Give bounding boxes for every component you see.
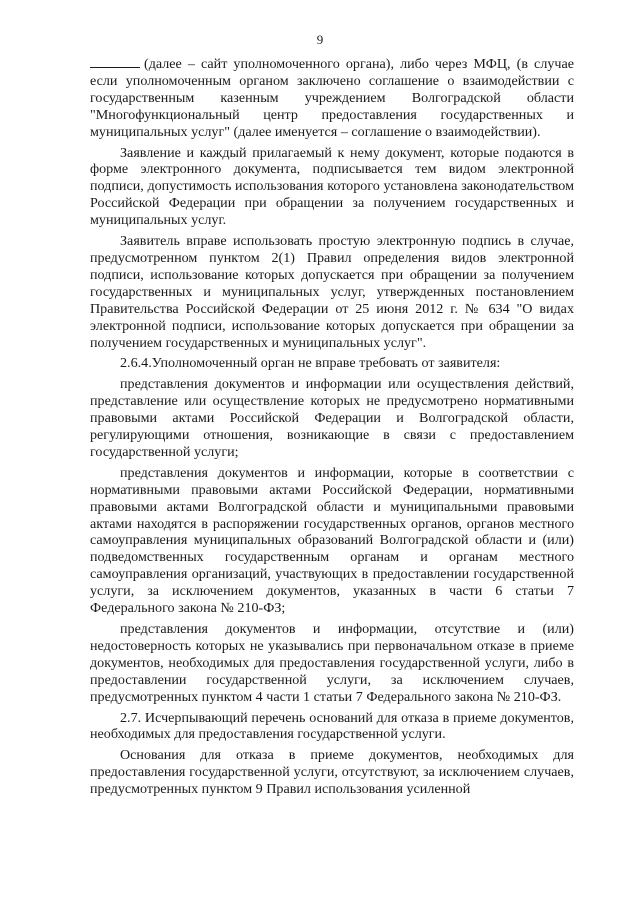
paragraph-8: 2.7. Исчерпывающий перечень оснований для отказа в приеме документов, необходимых для предоставления государственной услуги.	[90, 709, 574, 743]
blank-field-line	[90, 57, 140, 68]
document-body	[90, 56, 574, 802]
paragraph-1	[90, 56, 574, 141]
paragraph-2: Заявление и каждый прилагаемый к нему документ, которые подаются в форме электронного документа, подписывается тем видом электронной подписи, допустимость использования которого установлена законодательством Российской Федерации при обращении за получением государственных и муниципальных услуг.	[90, 144, 574, 229]
paragraph-9: Основания для отказа в приеме документов, необходимых для предоставления государственной услуги, отсутствуют, за исключением случаев, предусмотренных пунктом 9 Правил использования усиленной	[90, 747, 574, 798]
paragraph-4: 2.6.4.Уполномоченный орган не вправе требовать от заявителя:	[120, 355, 501, 372]
paragraph-1-text: (далее – сайт уполномоченного органа), либо через МФЦ, (в случае если уполномоченным органом заключено соглашение о взаимодействии с государственным казенным учреждением Волгоградской области "Многофункциональный центр предоставления государственных и муниципальных услуг" (далее именуется – соглашение о взаимодействии).	[90, 56, 574, 140]
paragraph-6: представления документов и информации, которые в соответствии с нормативными правовыми актами Российской Федерации, нормативными правовыми актами Волгоградской области и муниципальными правовыми актами находятся в распоряжении государственных органов, органов местного самоуправления муниципальных образований Волгоградской области и (или) подведомственных государственным органам и органам местного самоуправления организаций, участвующих в предоставлении государственной услуги, за исключением документов, указанных в части 6 статьи 7 Федерального закона № 210-ФЗ;	[90, 464, 574, 617]
paragraph-3: Заявитель вправе использовать простую электронную подпись в случае, предусмотренном пунктом 2(1) Правил определения видов электронной подписи, использование которых допускается при обращении за получением государственных и муниципальных услуг, утвержденных постановлением Правительства Российской Федерации от 25 июня 2012 г. № 634 "О видах электронной подписи, использование которых допускается при обращении за получением государственных и муниципальных услуг".	[90, 233, 574, 351]
page-number: 9	[316, 32, 324, 47]
paragraph-5: представления документов и информации или осуществления действий, представление или осуществление которых не предусмотрено нормативными правовыми актами Российской Федерации и Волгоградской области, регулирующими отношения, возникающие в связи с предоставлением государственной услуги;	[90, 376, 574, 460]
paragraph-7: представления документов и информации, отсутствие и (или) недостоверность которых не указывались при первоначальном отказе в приеме документов, необходимых для предоставления государственной услуги, либо в предоставлении государственной услуги, за исключением случаев, предусмотренных пунктом 4 части 1 статьи 7 Федерального закона № 210-ФЗ.	[90, 621, 574, 705]
